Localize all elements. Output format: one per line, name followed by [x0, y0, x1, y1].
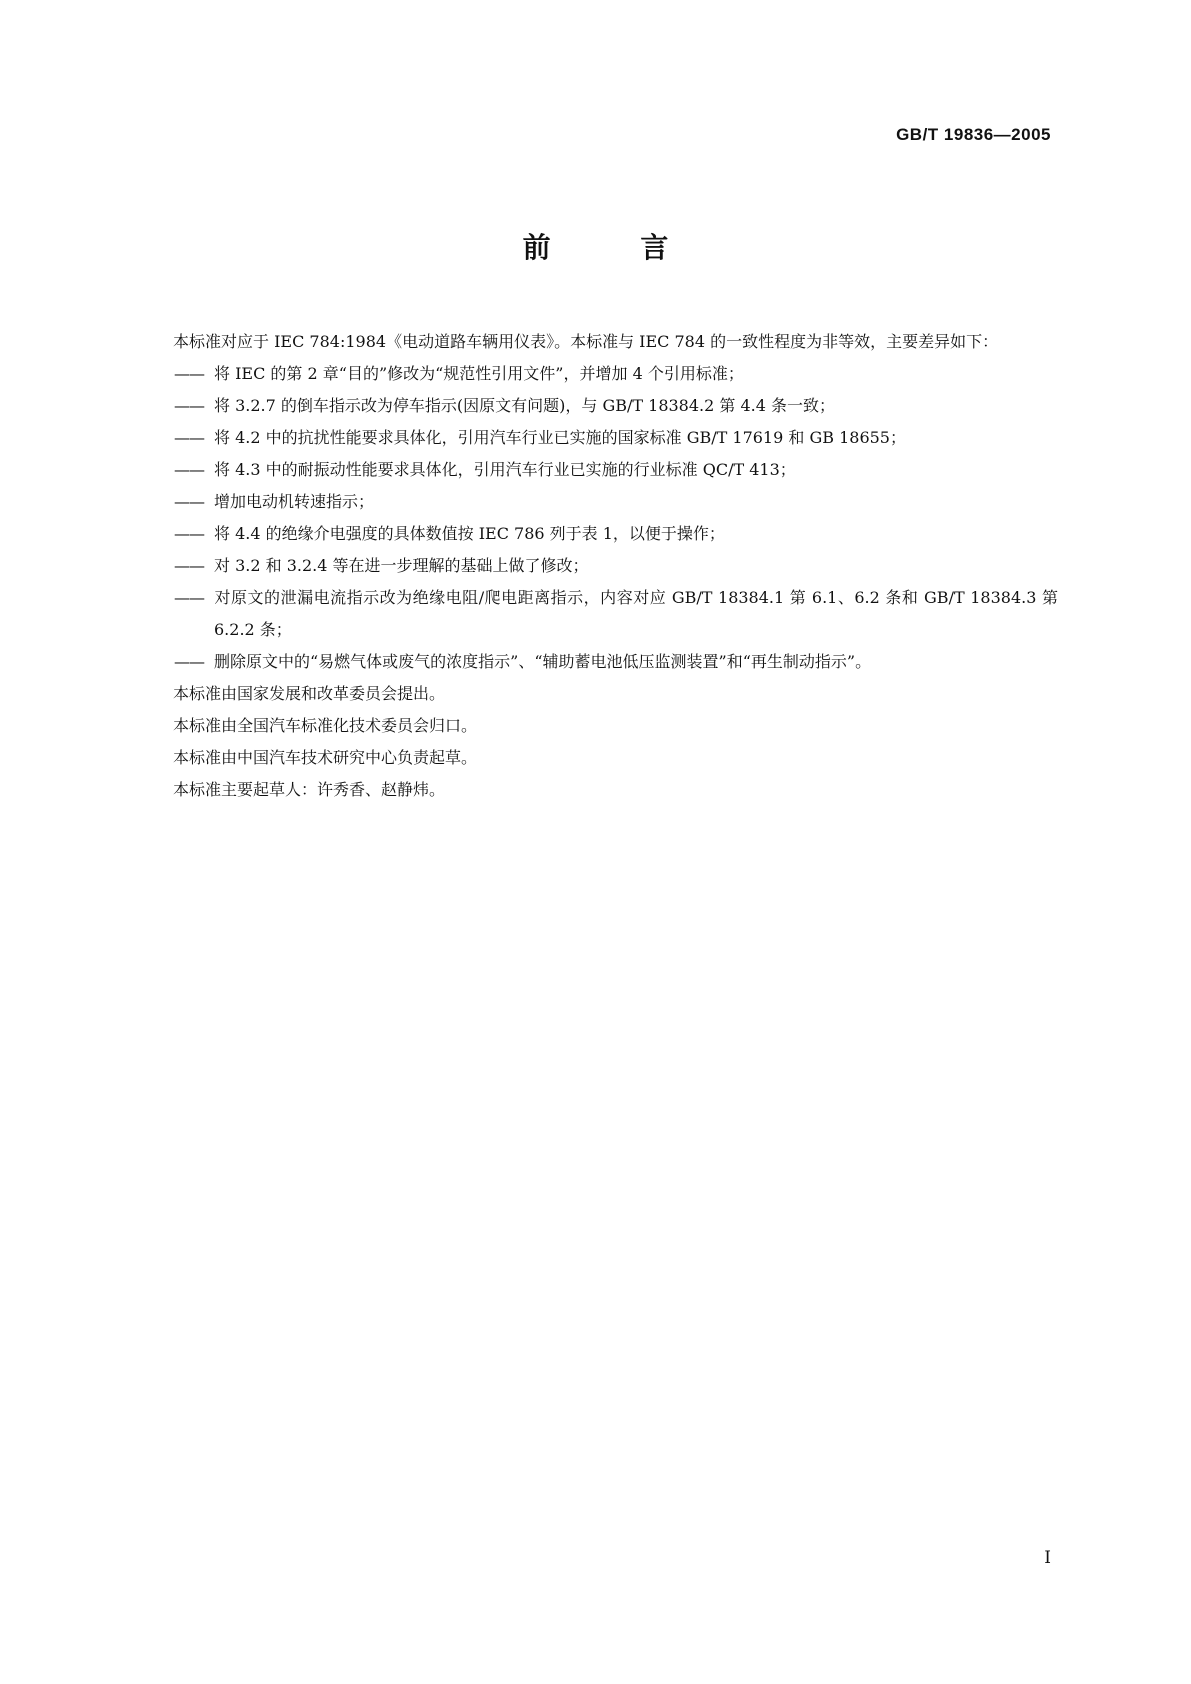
dash-marker: ——	[174, 428, 204, 447]
list-item	[133, 358, 1058, 390]
committee-statement: 本标准由全国汽车标准化技术委员会归口。	[173, 716, 478, 735]
list-item-text: 对 3.2 和 3.2.4 等在进一步理解的基础上做了修改；	[214, 556, 589, 575]
dash-marker: ——	[174, 364, 204, 383]
dash-marker: ——	[174, 524, 204, 543]
list-item	[133, 582, 1058, 646]
dash-marker: ——	[174, 588, 204, 607]
drafter-org-statement: 本标准由中国汽车技术研究中心负责起草。	[173, 748, 478, 767]
dash-marker: ——	[174, 460, 204, 479]
list-item	[133, 550, 1058, 582]
list-item	[133, 390, 1058, 422]
list-item-text: 将 3.2.7 的倒车指示改为停车指示(因原文有问题)，与 GB/T 18384.2 第 4.4 条一致；	[214, 396, 836, 415]
preface-body	[133, 326, 1058, 806]
list-item-text: 对原文的泄漏电流指示改为绝缘电阻/爬电距离指示，内容对应 GB/T 18384.1 第 6.1、6.2 条和 GB/T 18384.3 第 6.2.2 条；	[214, 588, 1058, 639]
list-item-text: 将 4.4 的绝缘介电强度的具体数值按 IEC 786 列于表 1，以便于操作；	[214, 524, 725, 543]
list-item-text: 将 IEC 的第 2 章“目的”修改为“规范性引用文件”，并增加 4 个引用标准；	[214, 364, 744, 383]
drafters-statement: 本标准主要起草人：许秀香、赵静炜。	[173, 780, 446, 799]
list-item-text: 删除原文中的“易燃气体或废气的浓度指示”、“辅助蓄电池低压监测装置”和“再生制动指示”。	[214, 652, 872, 671]
list-item-text: 将 4.3 中的耐振动性能要求具体化，引用汽车行业已实施的行业标准 QC/T 413；	[214, 460, 796, 479]
dash-marker: ——	[174, 652, 204, 671]
proposer-statement: 本标准由国家发展和改革委员会提出。	[173, 684, 446, 703]
list-item-text: 将 4.2 中的抗扰性能要求具体化，引用汽车行业已实施的国家标准 GB/T 17619 和 GB 18655；	[214, 428, 906, 447]
list-item	[133, 486, 1058, 518]
list-item	[133, 518, 1058, 550]
list-item	[133, 454, 1058, 486]
page-title: 前 言	[522, 231, 709, 264]
standard-code: GB/T 19836—2005	[896, 125, 1051, 144]
page-number: I	[1044, 1548, 1051, 1568]
dash-marker: ——	[174, 396, 204, 415]
list-item-text: 增加电动机转速指示；	[214, 492, 375, 511]
differences-list	[133, 358, 1058, 678]
list-item	[133, 422, 1058, 454]
dash-marker: ——	[174, 556, 204, 575]
intro-paragraph: 本标准对应于 IEC 784:1984《电动道路车辆用仪表》。本标准与 IEC 784 的一致性程度为非等效，主要差异如下：	[173, 332, 999, 351]
dash-marker: ——	[174, 492, 204, 511]
list-item	[133, 646, 1058, 678]
